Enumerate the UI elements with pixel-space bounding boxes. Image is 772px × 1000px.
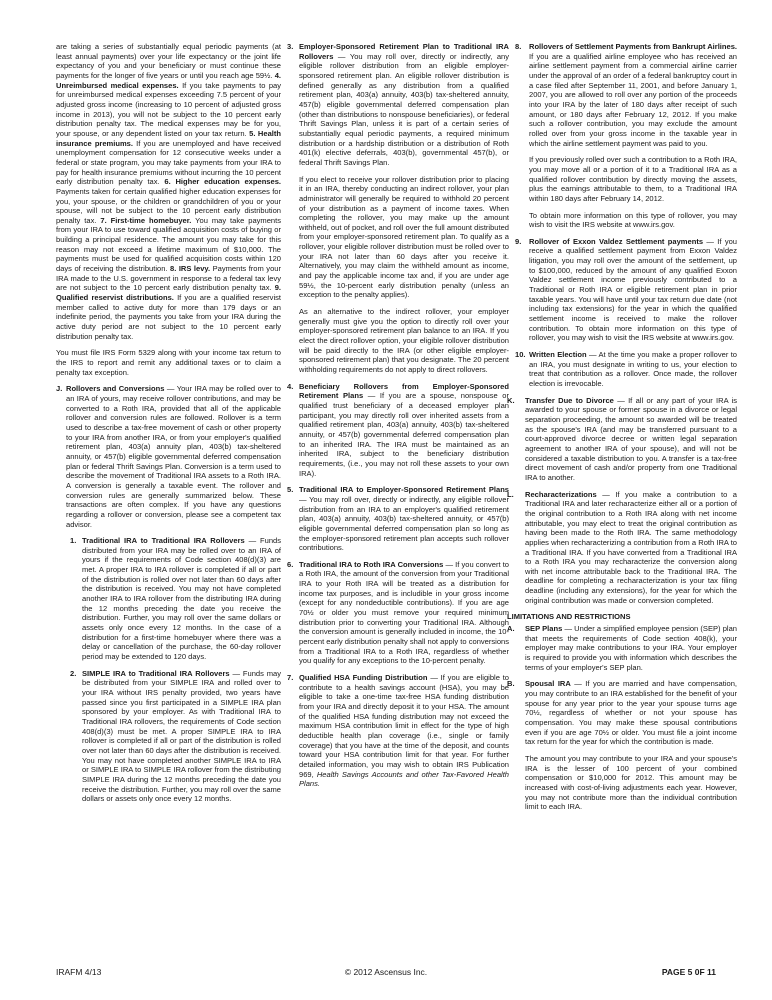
item-text: — If you convert to a Roth IRA, the amount of the conversion from your Traditional IRA to your Roth IRA will be treated as a distribution for income tax purposes, and is includible in your gross income (except for any nondeductible contributions). If you are age 70½ or older you must remove your required minimum distribution prior to converting your Traditional IRA. Although the conversion amount is generally included in income, the 10-percent early distribution penalty shall not apply to conversions from a Traditional IRA to a Roth IRA, regardless of whether you qualify for any exceptions to the 10-percent penalty. bbox=[299, 559, 509, 666]
item-text: — At the time you make a proper rollover to an IRA, you must designate in writing to us, your election to treat that contribution as a rollover. Once made, the rollover election is irrevocable. bbox=[529, 350, 737, 388]
section-b bbox=[507, 679, 737, 812]
item-title: Beneficiary Rollovers from Employer-Sponsored Retirement Plans bbox=[299, 381, 509, 401]
item-paragraph: If you elect to receive your rollover distribution prior to placing it in an IRA, thereby conducting an indirect rollover, your plan administrator will generally be required to withhold 20 percent of your distribution as a payment of income taxes. When completing the rollover, you may make up the amount withheld, out of pocket, and roll over the full amount distributed from your employer-sponsored retirement plan. To qualify as a rollover, your eligible rollover distribution must be rolled over to your IRA not later than 60 days after you receive it. Alternatively, you may claim the withheld amount as income, and pay the applicable income tax and, if you are under age 59½, the 10-percent early distribution penalty (unless an exception to the penalty applies). bbox=[299, 174, 509, 300]
section-l bbox=[507, 490, 737, 606]
item-title: Traditional IRA to Roth IRA Conversions bbox=[299, 559, 444, 569]
item-number: 4. bbox=[287, 381, 294, 391]
section-k bbox=[507, 396, 737, 483]
item-text: — If you are a spouse, nonspouse or qualified trust beneficiary of a deceased employer plan participant, you may directly roll over inherited assets from a qualified retirement plan, 403(a) annuity, 403(b) tax-sheltered annuity, or 457(b) governmental deferred compensation plan to an inherited IRA. The IRA must be maintained as an inherited IRA, subject to the beneficiary distribution requirements, (i.e., you may not roll these assets to your own IRA). bbox=[299, 391, 509, 478]
item-number: 10. bbox=[515, 350, 526, 360]
exception-text: Payments taken for certain qualified higher education expenses for you, your spouse, or the children or grandchildren of you or your spouse, will not be subject to the 10 percent early distribution penalty tax. bbox=[56, 186, 281, 225]
item-text: — If you receive a qualified settlement payment from Exxon Valdez litigation, you may roll over the amount of the settlement, up to $100,000, reduced by the amount of any qualified Exxon Valdez settlement income previously contributed to a Traditional or Roth IRA or eligible retirement plan in prior taxable years. You will have until your tax return due date (not including tax extensions) for the year in which the qualified settlement income is received to make the rollover contribution. To obtain more information on this type of rollover, you may wish to visit the IRS website at www.irs.gov. bbox=[529, 236, 737, 343]
item-title: Rollovers of Settlement Payments from Bankrupt Airlines. bbox=[529, 42, 737, 51]
section-title: Transfer Due to Divorce bbox=[525, 395, 614, 405]
page-number: PAGE 5 0F 11 bbox=[661, 967, 716, 977]
rollover-item-5 bbox=[287, 485, 509, 553]
section-title: Recharacterizations bbox=[525, 489, 597, 499]
item-title: Traditional IRA to Traditional IRA Rollovers bbox=[82, 536, 245, 546]
rollover-item-9 bbox=[515, 237, 737, 343]
section-letter: L. bbox=[507, 489, 514, 499]
item-text: If you are a qualified airline employee who has received an airline settlement payment from a commercial airline carrier under the approval of an order of a federal bankruptcy court in a case filed after September 11, 2001, and before January 1, 2007, you are allowed to roll over any portion of the proceeds into your IRA by the later of 180 days after receipt of such amount, or 180 days after February 12, 2012. If you make such a rollover contribution, you may exclude the amount rolled over from your gross income in the taxable year in which the airline settlement payment was paid to you. bbox=[529, 51, 737, 148]
exception-text: If you are unemployed and have received unemployment compensation for 12 consecutive weeks under a federal or state program, you may take payments from your IRA to pay for health insurance premiums without incurring the 10 percent early distribution penalty tax. bbox=[56, 138, 281, 187]
exception-text: If you take payments to pay for unreimbursed medical expenses exceeding 7.5 percent of your adjusted gross income (increasing to 10 percent of adjusted gross income in 2013), you will not be subject to the 10 percent early distribution penalty tax. The medical expenses may be for you, your spouse, or any dependent listed on your tax return. bbox=[56, 80, 281, 138]
rollover-item-8 bbox=[515, 42, 737, 230]
exception-heading: 8. IRS levy. bbox=[170, 264, 211, 274]
column-3 bbox=[507, 42, 737, 819]
item-number: 1. bbox=[70, 536, 77, 546]
item-title: Rollover of Exxon Valdez Settlement payments bbox=[529, 236, 704, 246]
item-title: Employer-Sponsored Retirement Plan to Traditional IRA Rollovers bbox=[299, 42, 509, 61]
item-number: 5. bbox=[287, 485, 294, 495]
section-text: — If you make a contribution to a Traditional IRA and later recharacterize either all or a portion of the original contribution to a Roth IRA along with net income attributable, you may elect to treat the original contribution as having been made to the Roth IRA. The same methodology applies when recharacterizing a contribution from a Roth IRA to a Traditional IRA. If you have converted from a Traditional IRA to a Roth IRA you may recharacterize the conversion along with net income attributable back to the Traditional IRA. The deadline for completing a recharacterization is your tax filing deadline (including any extensions), for the year for which the original contribution was made or conversion completed. bbox=[525, 489, 737, 605]
item-text: — You may roll over, directly or indirectly, any eligible rollover distribution from an eligible employer-sponsored retirement plan. An eligible rollover distribution is defined generally as any distribution from a qualified retirement plan, 403(a) annuity, 403(b) tax-sheltered annuity, 457(b) eligible governmental deferred compensation plan (other than distributions to nonspouse beneficiaries), or federal Thrift Savings Plan, unless it is part of a certain series of substantially equal periodic payments, a required minimum distribution or a hardship distribution or a distribution of Roth 401(k) elective deferrals, 403(b), governmental 457(b), or federal Thrift Savings Plan. bbox=[299, 51, 509, 167]
exception-text: You may take payments from your IRA to use toward qualified acquisition costs of buying or building a principal residence. The amount you may take for this reason may not exceed a lifetime maximum of $10,000. The payments must be used for qualified acquisition costs within 120 days of receiving the distribution. bbox=[56, 215, 281, 274]
rollover-item-7 bbox=[287, 673, 509, 789]
section-text: — Under a simplified employee pension (SEP) plan that meets the requirements of Code section 408(k), your employer may make contributions to your IRA. Your employer is required to provide you with information which describes the terms of your employer's SEP plan. bbox=[525, 624, 737, 672]
item-number: 9. bbox=[515, 236, 522, 246]
exception-text: are taking a series of substantially equal periodic payments (at least annual payments) over your life expectancy or the joint life expectancy of you and your beneficiary or must continue these payments for the longer of five years or until you reach age 59½. bbox=[56, 42, 281, 80]
exception-heading: 5. Health insurance premiums. bbox=[56, 128, 281, 148]
exceptions-paragraph bbox=[56, 42, 281, 341]
section-title: Rollovers and Conversions bbox=[66, 384, 165, 394]
form-code: IRAFM 4/13 bbox=[56, 967, 102, 977]
item-text: — If you are eligible to contribute to a health savings account (HSA), you may be eligible to take a one-time tax-free HSA funding distribution from your IRA and directly deposit it to your HSA. The amount of the qualified HSA funding distribution may not exceed the maximum HSA contribution limit in effect for the type of high deductible health plan coverage (i.e., single or family coverage) that you have at the time of the deposit, and counts toward your HSA contribution limit for that year. For further detailed information, you may wish to obtain IRS Publication 969, bbox=[299, 673, 509, 779]
item-text: — You may roll over, directly or indirectly, any eligible rollover distribution from an IRA to an employer's qualified retirement plan, 403(a) annuity, 403(b) tax-sheltered annuity, or 457(b) eligible governmental deferred compensation plan so long as the employer-sponsored retirement plan accepts such rollover contributions. bbox=[299, 494, 509, 553]
section-j bbox=[56, 384, 281, 811]
section-letter: K. bbox=[507, 395, 515, 405]
rollover-item-3 bbox=[287, 42, 509, 375]
section-letter: A. bbox=[507, 624, 515, 634]
exception-heading: 4. Unreimbursed medical expenses. bbox=[56, 70, 281, 90]
exception-text: Payments from your IRA made to the U.S. government in response to a federal tax levy are not subject to the 10 percent early distribution penalty tax. bbox=[56, 264, 281, 293]
exception-heading: 6. Higher education expenses. bbox=[164, 177, 281, 187]
item-number: 2. bbox=[70, 668, 77, 678]
column-2 bbox=[287, 42, 509, 796]
column-1 bbox=[56, 42, 281, 818]
item-number: 7. bbox=[287, 673, 294, 683]
exception-heading: 9. Qualified reservist distributions. bbox=[56, 283, 281, 303]
item-title: Qualified HSA Funding Distribution bbox=[299, 673, 428, 683]
section-text: — Your IRA may be rolled over to an IRA of yours, may receive rollover contributions, and may be converted to a Roth IRA, provided that all of the applicable rollover and conversion rules are followed. Rollover is a term used to describe a tax-free movement of cash or other property to your IRA from another IRA, or from your employer's qualified retirement plan, 403(a) annuity plan, 403(b) tax-sheltered annuity, or 457(b) eligible governmental deferred compensation plan or federal Thrift Savings Plan. Conversion is a term used to describe the movement of Traditional IRA assets to a Roth IRA. A conversion is generally a taxable event. The rollover and conversion rules are generally summarized below. These transactions are often complex. If you have any questions regarding a rollover or conversion, please see a competent tax advisor. bbox=[66, 384, 281, 529]
section-text: — If you are married and have compensation, you may contribute to an IRA established for the benefit of your spouse for any year prior to the year your spouse turns age 70½, regardless of whether or not your spouse has compensation. You may make these spousal contributions even if you are age 70½ or older. You must file a joint income tax return for the year for which the contribution is made. bbox=[525, 679, 737, 747]
exception-text: If you are a qualified reservist member called to active duty for more than 179 days or an indefinite period, the payments you take from your IRA during the active duty period are not subject to the 10 percent early distribution penalty tax. bbox=[56, 293, 281, 341]
item-paragraph: If you previously rolled over such a contribution to a Roth IRA, you may move all or a portion of it to a Traditional IRA as a qualified rollover contribution by directly moving the assets, plus the earnings attributable to them, to a Traditional IRA within 180 days after February 14, 2012. bbox=[529, 155, 737, 203]
rollover-item-1 bbox=[70, 536, 281, 662]
item-number: 8. bbox=[515, 42, 522, 51]
item-number: 6. bbox=[287, 559, 294, 569]
copyright: © 2012 Ascensus Inc. bbox=[344, 967, 428, 977]
section-letter: J. bbox=[56, 384, 63, 394]
section-a bbox=[507, 624, 737, 672]
rollover-item-4 bbox=[287, 382, 509, 479]
section-text: — If all or any part of your IRA is awarded to your spouse or former spouse in a divorce or legal separation proceeding, the amount so awarded will be treated as the spouse's IRA (and may be transferred pursuant to a court-approved divorce decree or written legal separation agreement to another IRA of your spouse), and will not be considered a taxable distribution to you. A transfer is a tax-free direct movement of cash and/or property from one Traditional IRA to another. bbox=[525, 395, 737, 482]
section-letter: B. bbox=[507, 679, 515, 689]
form-5329-paragraph: You must file IRS Form 5329 along with your income tax return to the IRS to report and remit any additional taxes or to claim a penalty tax exception. bbox=[56, 348, 281, 377]
section-title: Spousal IRA bbox=[525, 679, 571, 689]
rollover-item-2 bbox=[70, 669, 281, 804]
item-paragraph: As an alternative to the indirect rollover, your employer generally must give you the option to directly roll over your employer-sponsored retirement plan balance to an IRA. If you elect the direct rollover option, your eligible rollover distribution will be paid directly to the IRA (or other eligible employer-sponsored retirement plan) that you designate. The 20 percent withholding requirements do not apply to direct rollovers. bbox=[299, 307, 509, 374]
section-paragraph: The amount you may contribute to your IRA and your spouse's IRA is the lesser of 100 percent of your combined compensation or $10,000 for 2012. This amount may be increased with cost-of-living adjustments each year. However, you may not contribute more than the individual contribution limit to each IRA. bbox=[525, 753, 737, 812]
item-paragraph: To obtain more information on this type of rollover, you may wish to visit the IRS website at www.irs.gov. bbox=[529, 210, 737, 230]
item-text: — Funds distributed from your IRA may be rolled over to an IRA of yours if the requirements of Code section 408(d)(3) are met. A proper IRA to IRA rollover is completed if all or part of the distribution is rolled over not later than 60 days after the distribution is received. You may not have completed another IRA to IRA rollover from the distributing IRA during the 12 months preceding the date you receive the distribution. Further, you may roll over the same dollars or assets only once every 12 months. In the case of a distribution for a first-time homebuyer where there was a delay or cancellation of the purchase, the 60-day rollover period may be extended to 120 days. bbox=[82, 536, 281, 662]
item-title: SIMPLE IRA to Traditional IRA Rollovers bbox=[82, 668, 230, 678]
rollover-item-10 bbox=[515, 350, 737, 389]
item-number: 3. bbox=[287, 42, 294, 51]
item-text: — Funds may be distributed from your SIMPLE IRA and rolled over to your IRA without IRS penalty provided, two years have passed since you first participated in a SIMPLE IRA plan sponsored by your employer. As with Traditional IRA to Traditional IRA rollovers, the requirements of Code section 408(d)(3) must be met. A proper SIMPLE IRA to IRA rollover is completed if all or part of the distribution is rolled over not later than 60 days after the distribution is received. You may not have completed another SIMPLE IRA to IRA or SIMPLE IRA to SIMPLE IRA rollover from the distributing SIMPLE IRA during the 12 months preceding the date you receive the distribution. Further, you may roll over the same dollars or assets only once every 12 months. bbox=[82, 668, 282, 804]
rollover-item-6 bbox=[287, 560, 509, 666]
item-title: Traditional IRA to Employer-Sponsored Retirement Plans bbox=[299, 485, 509, 495]
exception-heading: 7. First-time homebuyer. bbox=[100, 215, 192, 225]
limitations-heading: LIMITATIONS AND RESTRICTIONS bbox=[507, 612, 631, 622]
item-title: Written Election bbox=[529, 350, 587, 360]
publication-title: Health Savings Accounts and other Tax-Favored Health Plans. bbox=[299, 769, 509, 789]
section-title: SEP Plans bbox=[525, 624, 563, 634]
